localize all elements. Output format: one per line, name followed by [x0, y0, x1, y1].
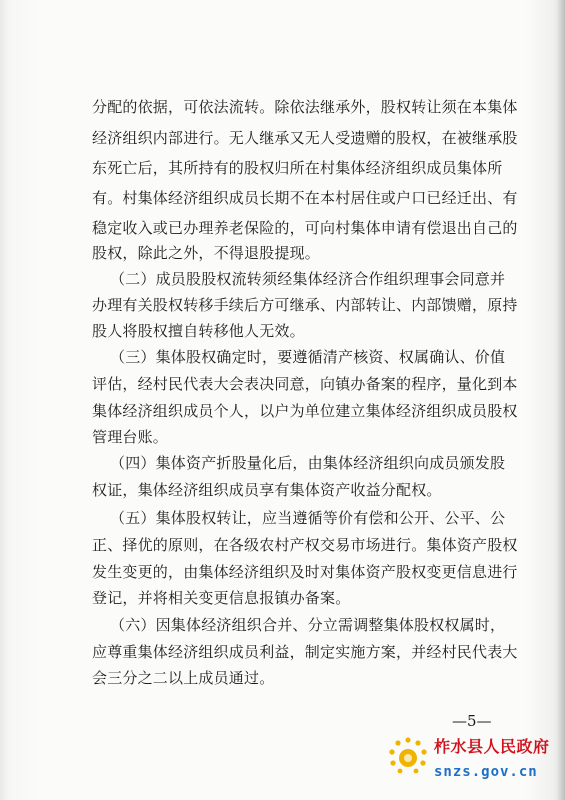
paragraph-5-first-line: （五）集体股权转让，应当遵循等价有偿和公开、公平、公: [110, 509, 506, 527]
page-edge-shadow: [557, 0, 565, 800]
paragraph-2-first-line: （二）成员股股权流转须经集体经济合作组织理事会同意并: [110, 270, 506, 288]
paragraph-3-first-line: （三）集体股权确定时，要遵循清产核资、权属确认、价值: [110, 348, 506, 366]
sun-logo-icon: [388, 734, 428, 774]
body-line: 发生变更的，由集体经济组织及时对集体资产股权变更信息进行: [92, 563, 518, 581]
body-line: 办理有关股权转移手续后方可继承、内部转让、内部馈赠，原持: [92, 296, 518, 314]
body-line: 权证，集体经济组织成员享有集体资产收益分配权。: [92, 481, 442, 499]
body-line: 正、择优的原则，在各级农村产权交易市场进行。集体资产股权: [92, 536, 518, 554]
page-number: —5—: [452, 712, 492, 730]
paragraph-6-first-line: （六）因集体经济组织合并、分立需调整集体股权权属时，: [110, 616, 506, 634]
body-line: 评估，经村民代表大会表决同意，向镇办备案的程序，量化到本: [92, 375, 518, 393]
body-line: 集体经济组织成员个人，以户为单位建立集体经济组织成员股权: [92, 402, 518, 420]
body-line: 股权，除此之外，不得退股提现。: [92, 244, 321, 262]
watermark-title: 柞水县人民政府: [434, 737, 550, 756]
body-line: 分配的依据，可依法流转。除依法继承外，股权转让须在本集体: [92, 98, 518, 116]
site-watermark: [382, 722, 562, 792]
body-line: 应尊重集体经济组织成员利益，制定实施方案，并经村民代表大: [92, 643, 518, 661]
body-line: 东死亡后，其所持有的股权归所在村集体经济组织成员集体所: [92, 159, 503, 177]
body-line: 有。村集体经济组织成员长期不在本村居住或户口已经迁出、有: [92, 189, 518, 207]
watermark-url: snzs.gov.cn: [434, 764, 538, 780]
paragraph-4-first-line: （四）集体资产折股量化后，由集体经济组织向成员颁发股: [110, 454, 506, 472]
body-line: 经济组织内部进行。无人继承又无人受遗赠的股权，在被继承股: [92, 129, 518, 147]
body-line: 稳定收入或已办理养老保险的，可向村集体申请有偿退出自己的: [92, 219, 518, 237]
body-line: 股人将股权擅自转移他人无效。: [92, 322, 305, 340]
body-line: 登记，并将相关变更信息报镇办备案。: [92, 589, 351, 607]
body-line: 管理台账。: [92, 428, 169, 446]
body-line: 会三分之二以上成员通过。: [92, 669, 275, 687]
